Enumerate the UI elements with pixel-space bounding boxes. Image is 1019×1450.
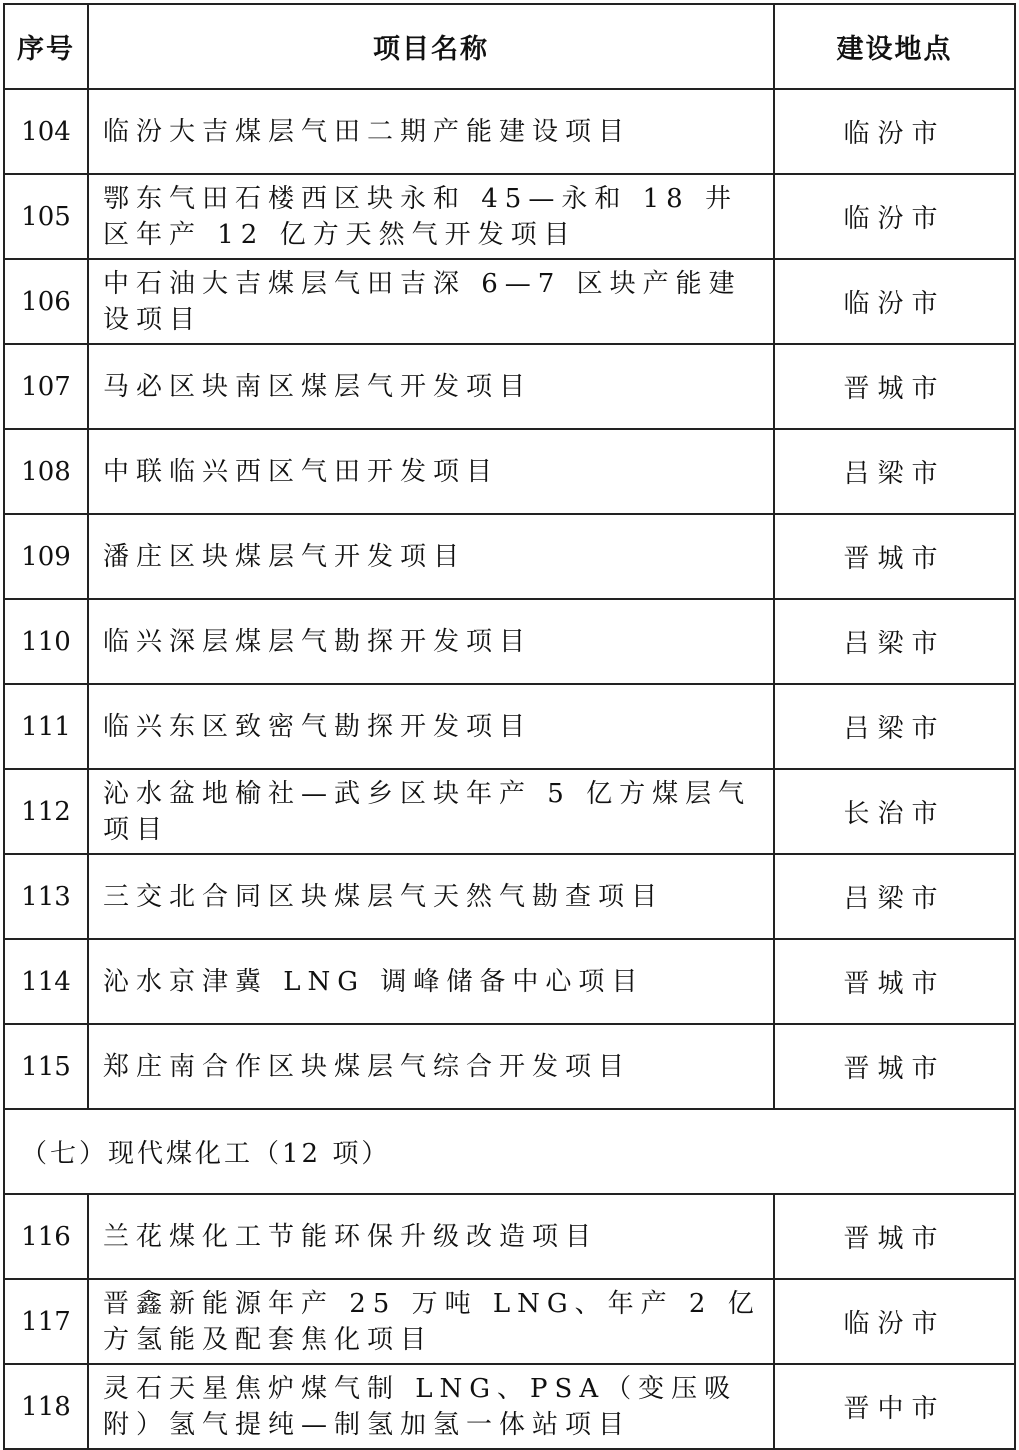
project-name: 临兴东区致密气勘探开发项目 bbox=[88, 684, 774, 769]
row-number: 104 bbox=[4, 89, 88, 174]
row-number: 111 bbox=[4, 684, 88, 769]
row-number: 112 bbox=[4, 769, 88, 854]
section-row bbox=[4, 1109, 1015, 1194]
project-location: 晋城市 bbox=[774, 939, 1015, 1024]
project-name: 临汾大吉煤层气田二期产能建设项目 bbox=[88, 89, 774, 174]
header-num: 序号 bbox=[4, 4, 88, 89]
project-location: 晋城市 bbox=[774, 514, 1015, 599]
table-row bbox=[4, 514, 1015, 599]
project-name: 晋鑫新能源年产 25 万吨 LNG、年产 2 亿方氢能及配套焦化项目 bbox=[88, 1279, 774, 1364]
header-name: 项目名称 bbox=[88, 4, 774, 89]
project-name: 兰花煤化工节能环保升级改造项目 bbox=[88, 1194, 774, 1279]
project-location: 吕梁市 bbox=[774, 599, 1015, 684]
row-number: 113 bbox=[4, 854, 88, 939]
row-number: 105 bbox=[4, 174, 88, 259]
project-name: 潘庄区块煤层气开发项目 bbox=[88, 514, 774, 599]
table-row bbox=[4, 1279, 1015, 1364]
table-row bbox=[4, 344, 1015, 429]
table-row bbox=[4, 1194, 1015, 1279]
table-header-row bbox=[4, 4, 1015, 89]
project-name: 郑庄南合作区块煤层气综合开发项目 bbox=[88, 1024, 774, 1109]
project-name: 中石油大吉煤层气田吉深 6—7 区块产能建设项目 bbox=[88, 259, 774, 344]
table-row bbox=[4, 1024, 1015, 1109]
project-name: 沁水京津冀 LNG 调峰储备中心项目 bbox=[88, 939, 774, 1024]
table-row bbox=[4, 854, 1015, 939]
project-location: 晋城市 bbox=[774, 1194, 1015, 1279]
row-number: 117 bbox=[4, 1279, 88, 1364]
section-heading: （七）现代煤化工（12 项） bbox=[4, 1109, 1015, 1194]
table-row bbox=[4, 599, 1015, 684]
table-row bbox=[4, 1364, 1015, 1449]
table-row bbox=[4, 429, 1015, 514]
project-location: 长治市 bbox=[774, 769, 1015, 854]
table-row bbox=[4, 939, 1015, 1024]
row-number: 114 bbox=[4, 939, 88, 1024]
row-number: 107 bbox=[4, 344, 88, 429]
project-location: 临汾市 bbox=[774, 174, 1015, 259]
table-row bbox=[4, 89, 1015, 174]
project-location: 晋中市 bbox=[774, 1364, 1015, 1449]
project-location: 吕梁市 bbox=[774, 854, 1015, 939]
project-name: 灵石天星焦炉煤气制 LNG、PSA（变压吸附）氢气提纯—制氢加氢一体站项目 bbox=[88, 1364, 774, 1449]
project-name: 三交北合同区块煤层气天然气勘查项目 bbox=[88, 854, 774, 939]
row-number: 108 bbox=[4, 429, 88, 514]
project-location: 临汾市 bbox=[774, 259, 1015, 344]
row-number: 109 bbox=[4, 514, 88, 599]
table-row bbox=[4, 174, 1015, 259]
project-name: 鄂东气田石楼西区块永和 45—永和 18 井区年产 12 亿方天然气开发项目 bbox=[88, 174, 774, 259]
project-name: 马必区块南区煤层气开发项目 bbox=[88, 344, 774, 429]
project-name: 沁水盆地榆社—武乡区块年产 5 亿方煤层气项目 bbox=[88, 769, 774, 854]
row-number: 118 bbox=[4, 1364, 88, 1449]
table-row bbox=[4, 259, 1015, 344]
project-location: 临汾市 bbox=[774, 1279, 1015, 1364]
project-location: 晋城市 bbox=[774, 1024, 1015, 1109]
row-number: 116 bbox=[4, 1194, 88, 1279]
row-number: 110 bbox=[4, 599, 88, 684]
row-number: 106 bbox=[4, 259, 88, 344]
project-location: 晋城市 bbox=[774, 344, 1015, 429]
project-location: 吕梁市 bbox=[774, 429, 1015, 514]
project-name: 中联临兴西区气田开发项目 bbox=[88, 429, 774, 514]
row-number: 115 bbox=[4, 1024, 88, 1109]
project-location: 吕梁市 bbox=[774, 684, 1015, 769]
table-row bbox=[4, 684, 1015, 769]
header-location: 建设地点 bbox=[774, 4, 1015, 89]
project-table bbox=[3, 3, 1016, 1450]
project-location: 临汾市 bbox=[774, 89, 1015, 174]
project-name: 临兴深层煤层气勘探开发项目 bbox=[88, 599, 774, 684]
table-row bbox=[4, 769, 1015, 854]
